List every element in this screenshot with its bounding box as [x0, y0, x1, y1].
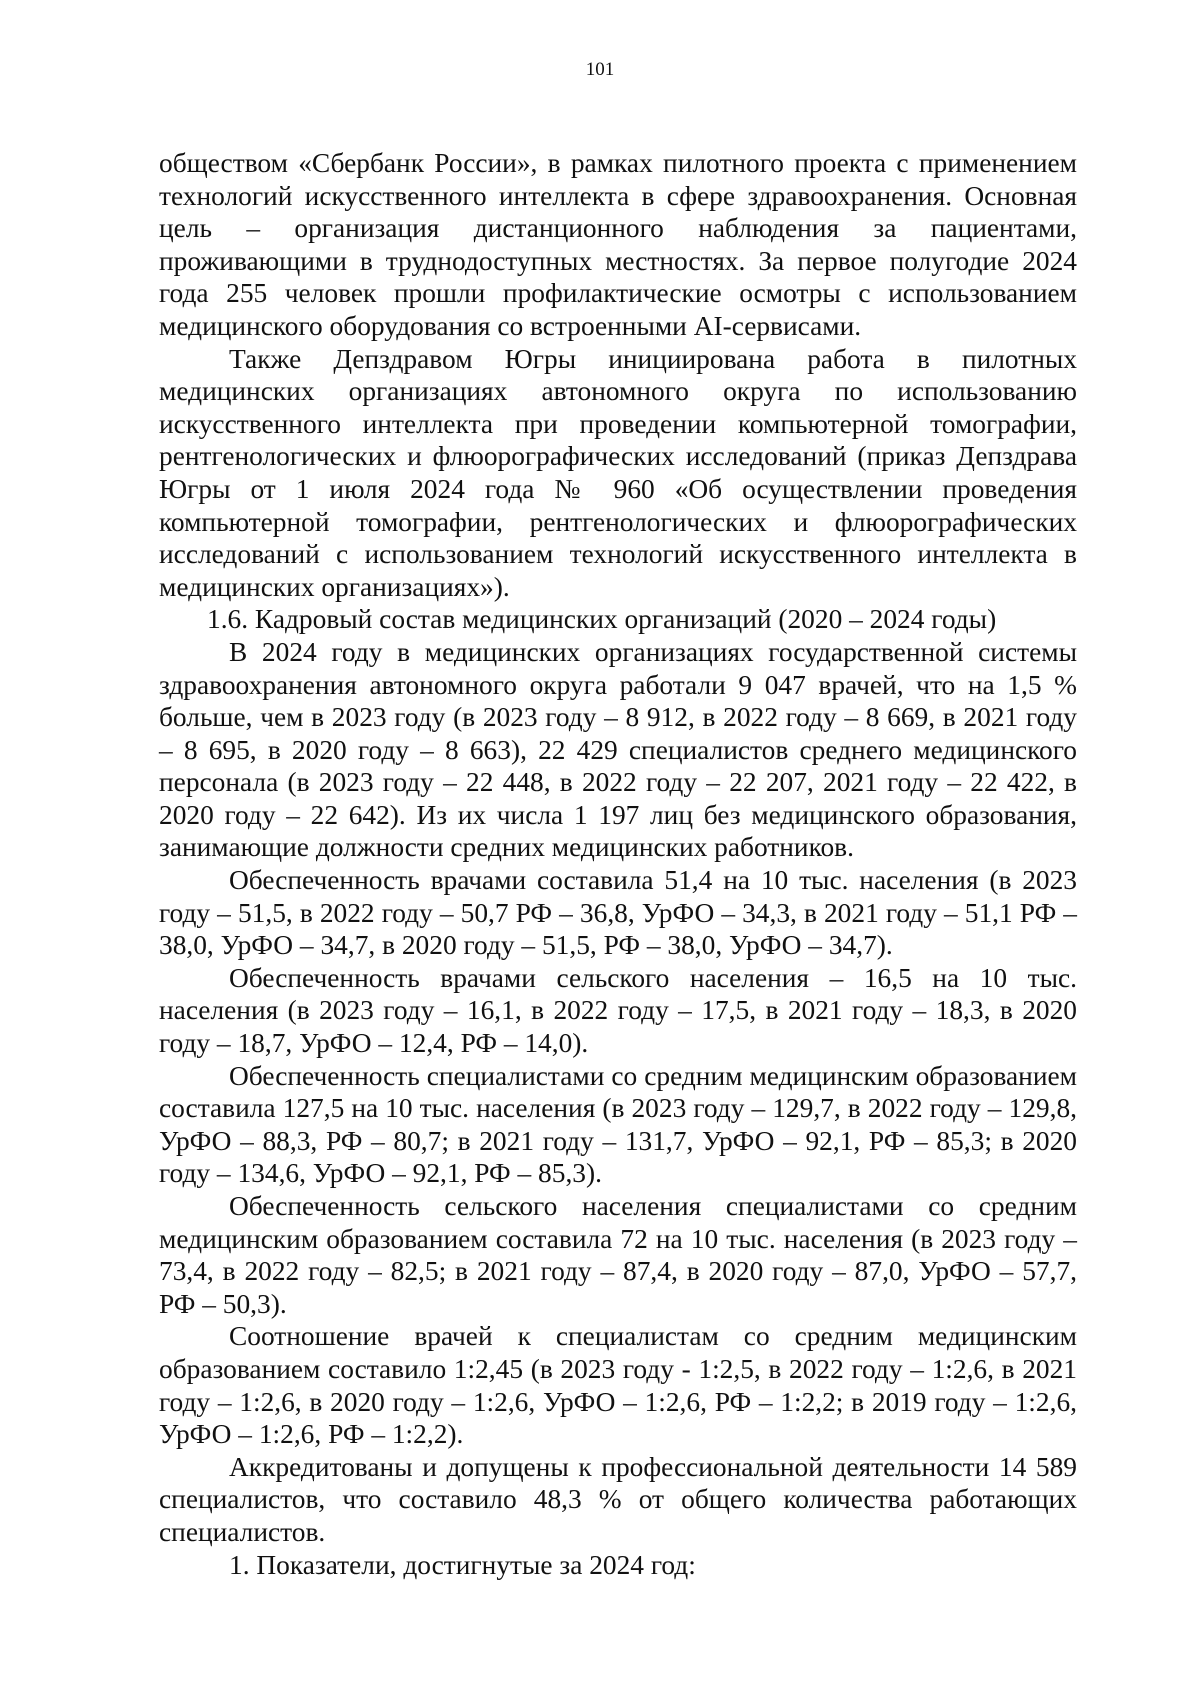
paragraph-rural-nurse-supply: Обеспеченность сельского населения специалистами со средним медицинским образованием составила 72 на 10 тыс. населения (в 2023 году – 73,4, в 2022 году – 82,5; в 2021 году – 87,4, в 2020 году – 87,0, УрФО – 57,7, РФ – 50,3). — [159, 1191, 1077, 1319]
paragraph-ai-pilot: Также Депздравом Югры инициирована работа в пилотных медицинских организациях автономного округа по использованию искусственного интеллекта при проведении компьютерной томографии, рентгенологических и флюорографических исследований (приказ Депздрава Югры от 1 июля 2024 года № 960 «Об осуществлении проведения компьютерной томографии, рентгенологических и флюорографических исследований с использованием технологий искусственного интеллекта в медицинских организациях»). — [159, 343, 1077, 602]
paragraph-staff-count: В 2024 году в медицинских организациях государственной системы здравоохранения автономного округа работали 9 047 врачей, что на 1,5 % больше, чем в 2023 году (в 2023 году – 8 912, в 2022 году – 8 669, в 2021 году – 8 695, в 2020 году – 8 663), 22 429 специалистов среднего медицинского персонала (в 2023 году – 22 448, в 2022 году – 22 207, 2021 году – 22 422, в 2020 году – 22 642). Из их числа 1 197 лиц без медицинского образования, занимающие должности средних медицинских работников. — [159, 636, 1077, 863]
paragraph-doctor-supply: Обеспеченность врачами составила 51,4 на 10 тыс. населения (в 2023 году – 51,5, в 2022 году – 50,7 РФ – 36,8, УрФО – 34,3, в 2021 году – 51,1 РФ – 38,0, УрФО – 34,7, в 2020 году – 51,5, РФ – 38,0, УрФО – 34,7). — [159, 865, 1077, 961]
paragraph-doctor-nurse-ratio: Соотношение врачей к специалистам со средним медицинским образованием составило 1:2,45 (в 2023 году - 1:2,5, в 2022 году – 1:2,6, в 2021 году – 1:2,6, в 2020 году – 1:2,6, УрФО – 1:2,6, РФ – 1:2,2; в 2019 году – 1:2,6, УрФО – 1:2,6, РФ – 1:2,2). — [159, 1321, 1077, 1450]
paragraph-nurse-supply: Обеспеченность специалистами со средним медицинским образованием составила 127,5 на 10 тыс. населения (в 2023 году – 129,7, в 2022 году – 129,8, УрФО – 88,3, РФ – 80,7; в 2021 году – 131,7, УрФО – 92,1, РФ – 85,3; в 2020 году – 134,6, УрФО – 92,1, РФ – 85,3). — [159, 1060, 1077, 1189]
paragraph-continuation: обществом «Сбербанк России», в рамках пилотного проекта с применением технологий искусственного интеллекта в сфере здравоохранения. Основная цель – организация дистанционного наблюдения за пациентами, проживающими в труднодоступных местностях. За первое полугодие 2024 года 255 человек прошли профилактические осмотры с использованием медицинского оборудования со встроенными AI-сервисами. — [159, 148, 1077, 341]
section-heading: 1.6. Кадровый состав медицинских организаций (2020 – 2024 годы) — [207, 604, 997, 635]
paragraph-rural-doctor-supply: Обеспеченность врачами сельского населения – 16,5 на 10 тыс. населения (в 2023 году – 16,1, в 2022 году – 17,5, в 2021 году – 18,3, в 2020 году – 18,7, УрФО – 12,4, РФ – 14,0). — [159, 962, 1077, 1059]
page-number: 101 — [585, 59, 615, 80]
document-body — [159, 147, 1077, 1581]
list-item-indicators: 1. Показатели, достигнутые за 2024 год: — [229, 1549, 696, 1580]
paragraph-accreditation: Аккредитованы и допущены к профессиональной деятельности 14 589 специалистов, что составило 48,3 % от общего количества работающих специалистов. — [159, 1451, 1077, 1547]
